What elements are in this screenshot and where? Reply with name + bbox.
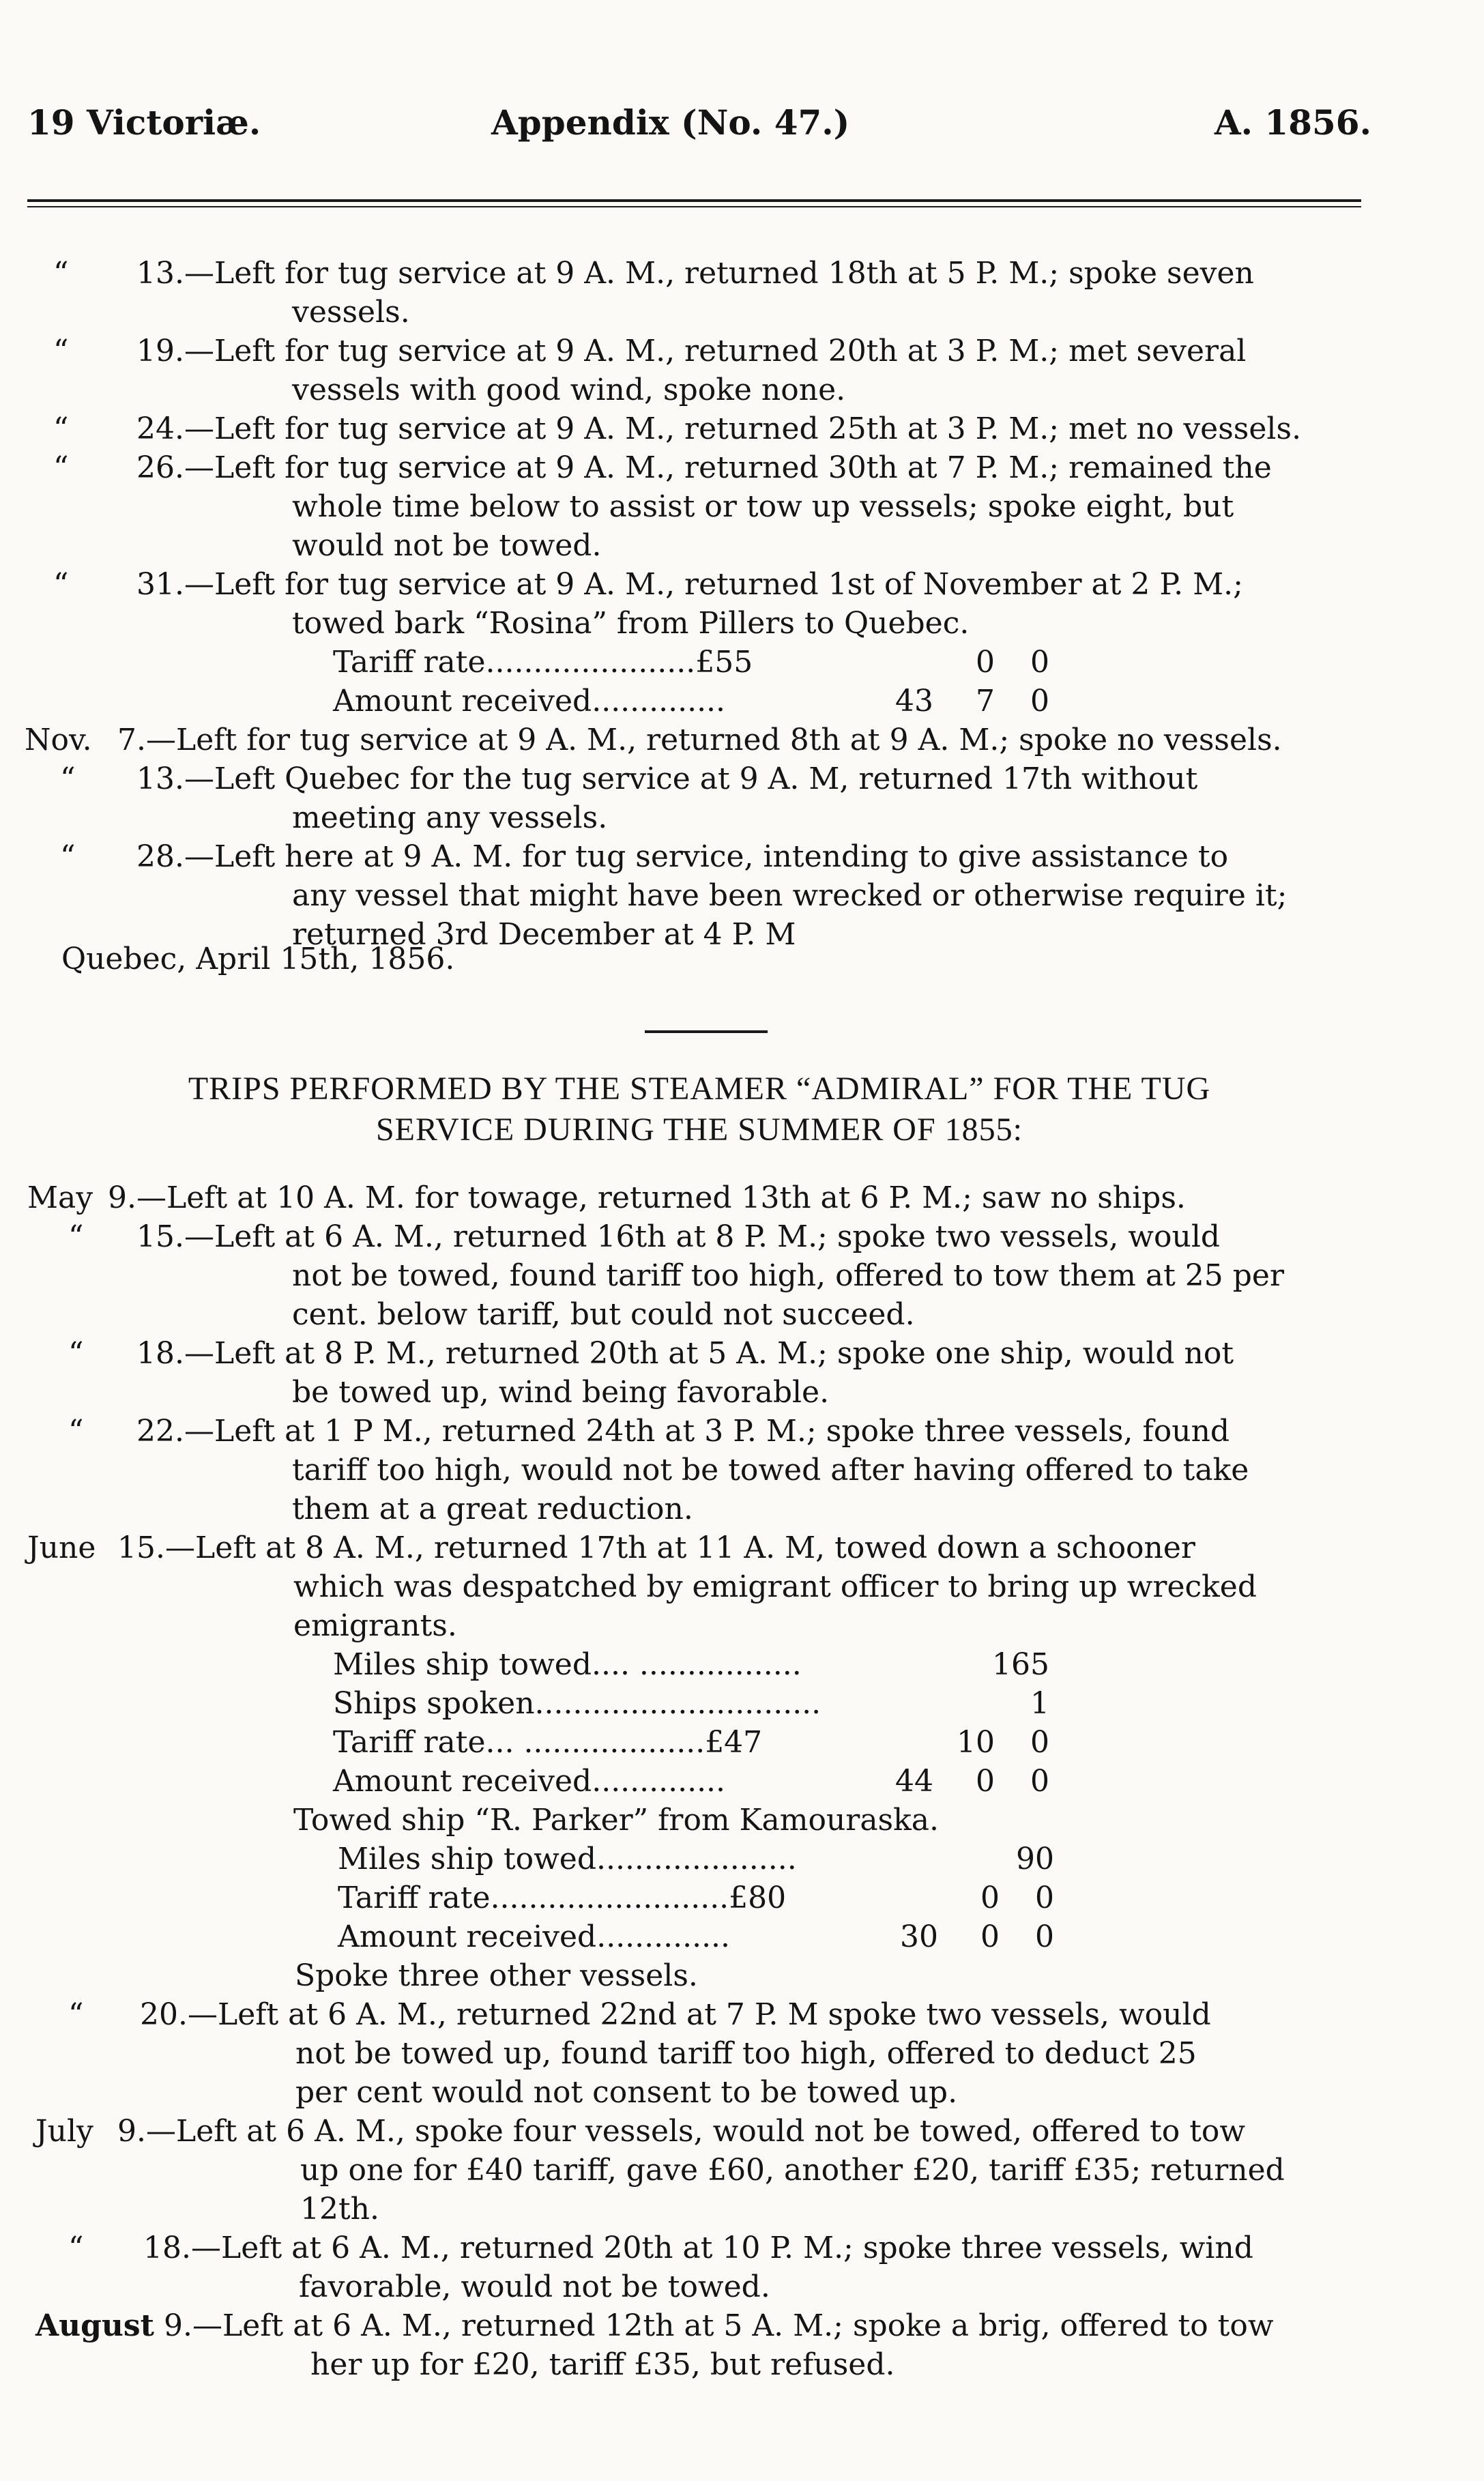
money-shillings: 0 [976,1764,995,1799]
money-shillings: 0 [980,1919,1000,1954]
ditto-mark: “ [68,1997,84,2032]
money-pence: 0 [1030,1764,1049,1799]
money-shillings: 0 [976,645,995,680]
entry-text-cont: not be towed up, found tariff too high, offered to deduct 25 [295,2036,1197,2071]
money-label: Miles ship towed..................... [338,1842,797,1876]
money-label: Tariff rate... ...................£47 [333,1725,763,1760]
money-shillings: 10 [957,1725,995,1760]
money-value: 165 [992,1647,1049,1682]
entry-text-cont: emigrants. [293,1608,457,1643]
ditto-mark: “ [68,1219,84,1254]
entry-text-cont: tariff too high, would not be towed after having offered to take [292,1453,1249,1488]
month-label: August [35,2308,154,2343]
header-left: 19 Victoriæ. [27,102,261,143]
entry-text: 24.—Left for tug service at 9 A. M., returned 25th at 3 P. M.; met no vessels. [136,411,1302,446]
month-label: May [27,1180,93,1215]
entry-text-cont: any vessel that might have been wrecked or otherwise require it; [292,878,1287,913]
header-right: A. 1856. [1214,102,1371,143]
money-pence: 0 [1030,1725,1049,1760]
signoff-date: Quebec, April 15th, 1856. [61,942,455,976]
entry-text-cont: vessels with good wind, spoke none. [292,373,846,407]
month-label: July [35,2114,93,2149]
entry-text-cont: towed bark “Rosina” from Pillers to Quebec. [292,606,970,641]
money-pounds: 44 [895,1764,933,1799]
money-value: 90 [1016,1842,1054,1876]
ditto-mark: “ [53,450,69,485]
towed-ship-text: Towed ship “R. Parker” from Kamouraska. [293,1803,940,1838]
money-pence: 0 [1030,684,1049,719]
entry-text: 18.—Left at 6 A. M., returned 20th at 10 P. M.; spoke three vessels, wind [143,2231,1253,2265]
entry-text-cont: returned 3rd December at 4 P. M [292,917,796,952]
money-shillings: 7 [976,684,995,719]
entry-text: 22.—Left at 1 P M., returned 24th at 3 P. M.; spoke three vessels, found [136,1414,1230,1449]
money-pounds: 43 [895,684,933,719]
section-divider [645,1030,768,1033]
entry-text-cont: vessels. [292,295,410,330]
section-title-line2: SERVICE DURING THE SUMMER OF 1855: [375,1112,1023,1148]
money-pence: 0 [1035,1881,1054,1915]
money-label: Tariff rate......................£55 [333,645,753,680]
entry-text: 20.—Left at 6 A. M., returned 22nd at 7 P. M spoke two vessels, would [140,1997,1211,2032]
money-pounds: 30 [900,1919,938,1954]
header-center: Appendix (No. 47.) [491,102,850,143]
ditto-mark: “ [68,2231,84,2265]
entry-text: 9.—Left at 10 A. M. for towage, returned 13th at 6 P. M.; saw no ships. [108,1180,1186,1215]
money-label: Tariff rate.........................£80 [338,1881,787,1915]
entry-text-cont: her up for £20, tariff £35, but refused. [310,2347,895,2382]
ditto-mark: “ [60,761,76,796]
ditto-mark: “ [68,1336,84,1371]
entry-text: 19.—Left for tug service at 9 A. M., returned 20th at 3 P. M.; met several [136,334,1247,368]
money-label: Amount received.............. [338,1919,731,1954]
money-pence: 0 [1035,1919,1054,1954]
running-header [27,102,1371,157]
ditto-mark: “ [53,334,69,368]
entry-text-cont: them at a great reduction. [292,1492,693,1526]
entry-text: 7.—Left for tug service at 9 A. M., returned 8th at 9 A. M.; spoke no vessels. [117,723,1282,757]
entry-text: 13.—Left for tug service at 9 A. M., returned 18th at 5 P. M.; spoke seven [136,256,1254,291]
money-label: Miles ship towed.... ................. [333,1647,802,1682]
entry-text: 15.—Left at 8 A. M., returned 17th at 11 A. M, towed down a schooner [117,1530,1195,1565]
entry-text-cont: cent. below tariff, but could not succeed. [292,1297,915,1332]
entry-text: 26.—Left for tug service at 9 A. M., returned 30th at 7 P. M.; remained the [136,450,1272,485]
entry-text-cont: not be towed, found tariff too high, offered to tow them at 25 per [292,1258,1284,1293]
entry-text: 18.—Left at 8 P. M., returned 20th at 5 A. M.; spoke one ship, would not [136,1336,1234,1371]
section-title-line1: TRIPS PERFORMED BY THE STEAMER “ADMIRAL” FOR THE TUG [188,1071,1211,1107]
entry-text: 15.—Left at 6 A. M., returned 16th at 8 P. M.; spoke two vessels, would [136,1219,1221,1254]
entry-text-cont: 12th. [300,2192,379,2226]
entry-text-cont: would not be towed. [292,528,602,563]
money-label: Ships spoken.............................. [333,1686,821,1721]
section-title [27,1069,1371,1150]
entry-text-cont: meeting any vessels. [292,800,608,835]
ditto-mark: “ [53,411,69,446]
entry-text: 13.—Left Quebec for the tug service at 9 A. M, returned 17th without [136,761,1198,796]
money-pence: 0 [1030,645,1049,680]
money-value: 1 [1030,1686,1049,1721]
money-label: Amount received.............. [333,1764,726,1799]
entry-text-cont: per cent would not consent to be towed up. [295,2075,958,2110]
entry-text-cont: which was despatched by emigrant officer to bring up wrecked [293,1569,1257,1604]
money-label: Amount received.............. [333,684,726,719]
entry-text-cont: up one for £40 tariff, gave £60, another £20, tariff £35; returned [300,2153,1285,2188]
money-shillings: 0 [980,1881,1000,1915]
entry-text: 31.—Left for tug service at 9 A. M., returned 1st of November at 2 P. M.; [136,567,1243,602]
month-label: June [27,1530,96,1565]
entry-text-cont: be towed up, wind being favorable. [292,1375,830,1410]
entry-text: 9.—Left at 6 A. M., returned 12th at 5 A. M.; spoke a brig, offered to tow [164,2308,1274,2343]
entry-text: 9.—Left at 6 A. M., spoke four vessels, would not be towed, offered to tow [117,2114,1246,2149]
entry-text: 28.—Left here at 9 A. M. for tug service, intending to give assistance to [136,839,1229,874]
spoke-text: Spoke three other vessels. [295,1958,698,1993]
ditto-mark: “ [53,256,69,291]
ditto-mark: “ [60,839,76,874]
ditto-mark: “ [68,1414,84,1449]
entry-text-cont: favorable, would not be towed. [299,2269,770,2304]
month-label: Nov. [25,723,92,757]
header-rule [27,199,1361,207]
entry-text-cont: whole time below to assist or tow up vessels; spoke eight, but [292,489,1234,524]
ditto-mark: “ [53,567,69,602]
